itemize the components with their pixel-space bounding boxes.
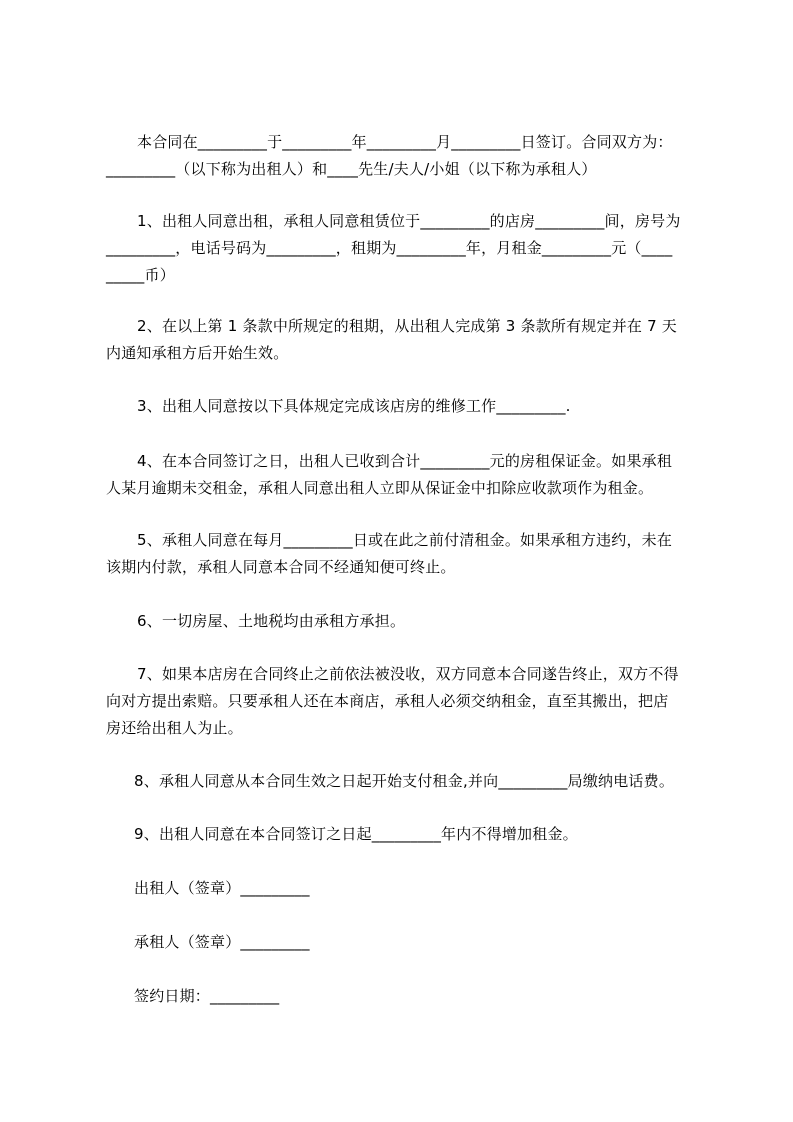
lessor-signature: 出租人（签章）_________	[134, 879, 310, 897]
clause-2-line-2: 内通知承租方后开始生效。	[106, 344, 289, 362]
clause-1-line-2: _________，电话号码为_________，租期为_________年，月租金_________元（____	[106, 239, 673, 257]
clause-5-line-1: 5、承租人同意在每月_________日或在此之前付清租金。如果承租方违约，未在	[137, 531, 673, 549]
clause-1-line-1: 1、出租人同意出租，承租人同意租赁位于_________的店房_________间，房号为	[137, 212, 681, 230]
intro-line-2: _________（以下称为出租人）和____先生/夫人/小姐（以下称为承租人）	[106, 160, 597, 178]
clause-7-line-3: 房还给出租人为止。	[106, 719, 243, 737]
clause-4-line-2: 人某月逾期未交租金，承租人同意出租人立即从保证金中扣除应收款项作为租金。	[106, 479, 654, 497]
clause-7-line-2: 向对方提出索赔。只要承租人还在本商店，承租人必须交纳租金，直至其搬出，把店	[106, 692, 669, 710]
signing-date: 签约日期：_________	[134, 987, 280, 1005]
clause-1-line-3: _____币）	[106, 266, 175, 284]
clause-7-line-1: 7、如果本店房在合同终止之前依法被没收，双方同意本合同遂告终止，双方不得	[137, 665, 679, 683]
clause-9-line-1: 9、出租人同意在本合同签订之日起_________年内不得增加租金。	[134, 825, 578, 843]
intro-line-1: 本合同在_________于_________年_________月_________日签订。合同双方为：	[137, 133, 673, 151]
clause-6-line-1: 6、一切房屋、土地税均由承租方承担。	[137, 612, 406, 630]
lessee-signature: 承租人（签章）_________	[134, 933, 310, 951]
clause-2-line-1: 2、在以上第 1 条款中所规定的租期，从出租人完成第 3 条款所有规定并在 7 天	[137, 317, 677, 335]
clause-8-line-1: 8、承租人同意从本合同生效之日起开始支付租金,并向_________局缴纳电话费。	[134, 772, 675, 790]
clause-3-line-1: 3、出租人同意按以下具体规定完成该店房的维修工作_________.	[137, 397, 571, 415]
clause-4-line-1: 4、在本合同签订之日，出租人已收到合计_________元的房租保证金。如果承租	[137, 452, 673, 470]
clause-5-line-2: 该期内付款，承租人同意本合同不经通知便可终止。	[106, 558, 456, 576]
